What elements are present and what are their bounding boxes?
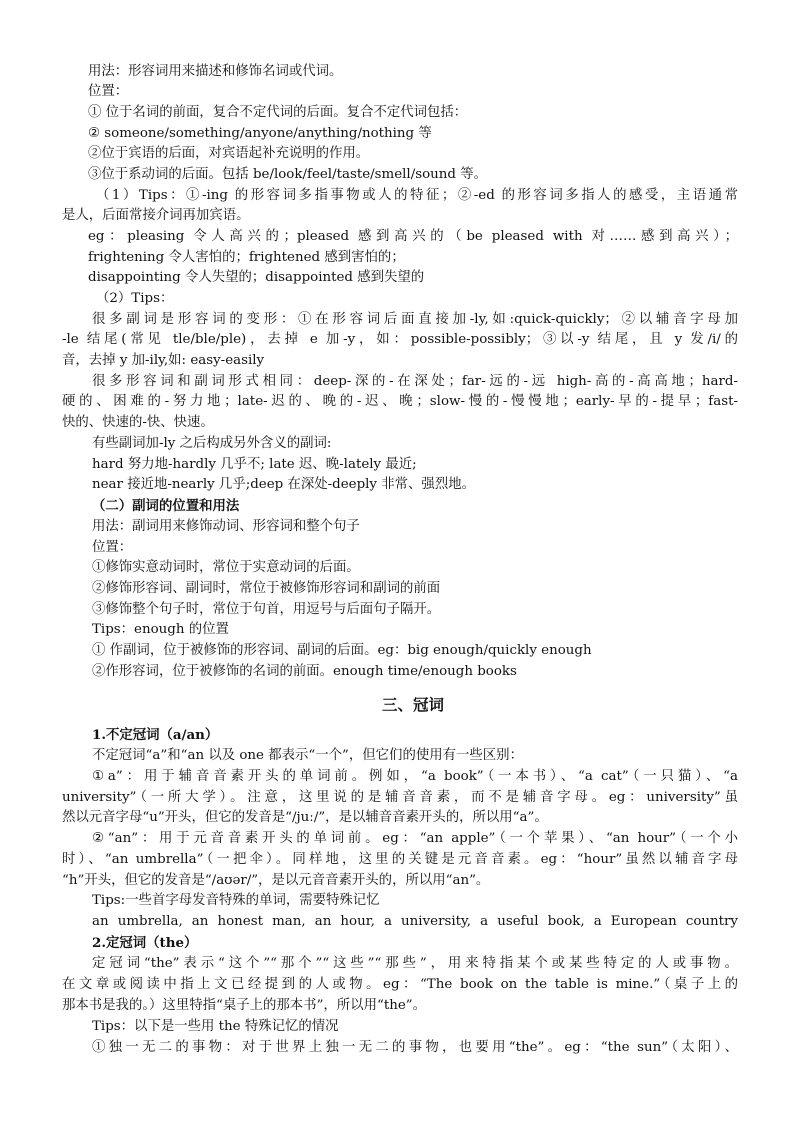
text-line: ① 作副词，位于被修饰的形容词、副词的后面。eg：big enough/quickly enough	[92, 643, 592, 658]
text-line: ①独一无二的事物：对于世界上独一无二的事物，也要用“the”。eg：“the sun”（太阳）、	[92, 1040, 738, 1055]
section-heading: 2.定冠词（the）	[92, 935, 198, 951]
text-line: 定冠词“the”表示“这个”“那个”“这些”“那些”，用来特指某个或某些特定的人或事物。	[92, 956, 738, 971]
section-heading: 1.不定冠词（a/an）	[92, 727, 219, 743]
text-line: Tips：enough 的位置	[92, 622, 229, 637]
section-heading: （二）副词的位置和用法	[92, 498, 240, 514]
text-line: 时）、“an umbrella”（一把伞）。同样地，这里的关键是元音音素。eg：“hour”虽然以辅音字母	[62, 852, 738, 867]
text-line: 快的、快速的-快、快速。	[62, 415, 214, 430]
text-line: 用法：形容词用来描述和修饰名词或代词。	[88, 64, 343, 79]
text-line: ②“an”：用于元音音素开头的单词前。eg：“an apple”（一个苹果）、“an hour”（一个小	[92, 831, 738, 846]
text-line: （2）Tips：	[96, 291, 174, 306]
text-line: 很多形容词和副词形式相同：deep-深的-在深处；far-远的-远 high-高的-高高地；hard-	[92, 374, 738, 389]
text-line: ①a”：用于辅音音素开头的单词前。例如，“a book”（一本书）、“a cat”（一只猫）、“a	[92, 769, 738, 784]
text-line: 硬的、困难的-努力地；late-迟的、晚的-迟、晚；slow-慢的-慢慢地；early-早的-提早；fast-	[62, 394, 738, 409]
text-line: 是人，后面常接介词再加宾语。	[62, 208, 250, 223]
text-line: frightening 令人害怕的；frightened 感到害怕的；	[88, 250, 405, 265]
text-line: 在文章或阅读中指上文已经提到的人或物。eg：“The book on the table is mine.”（桌子上的	[62, 977, 738, 992]
text-line: ③修饰整个句子时，常位于句首，用逗号与后面句子隔开。	[92, 602, 441, 617]
text-line: Tips:一些首字母发音特殊的单词，需要特殊记忆	[92, 893, 380, 908]
text-line: ①修饰实意动词时，常位于实意动词的后面。	[92, 560, 360, 575]
text-line: an umbrella, an honest man, an hour, a university, a useful book, a European country	[92, 914, 738, 929]
text-line: ②修饰形容词、副词时，常位于被修饰形容词和副词的前面	[92, 581, 441, 596]
text-line: Tips：以下是一些用 the 特殊记忆的情况	[92, 1019, 339, 1034]
text-line: 很多副词是形容词的变形：①在形容词后面直接加-ly,如:quick-quickly；②以辅音字母加	[92, 312, 738, 327]
chapter-title: 三、冠词	[381, 695, 444, 714]
text-line: 用法：副词用来修饰动词、形容词和整个句子	[92, 519, 360, 534]
text-line: ②作形容词，位于被修饰的名词的前面。enough time/enough books	[92, 664, 517, 679]
text-line: ① 位于名词的前面，复合不定代词的后面。复合不定代词包括：	[88, 105, 468, 120]
text-line: near 接近地-nearly 几乎;deep 在深处-deeply 非常、强烈地。	[92, 477, 475, 492]
text-line: 然以元音字母“u”开头，但它的发音是“/juː/”，是以辅音音素开头的，所以用“a”。	[62, 810, 548, 825]
text-line: ②位于宾语的后面，对宾语起补充说明的作用。	[88, 146, 370, 161]
text-line: 位置：	[88, 84, 129, 99]
text-line: ② someone/something/anyone/anything/nothing 等	[88, 126, 432, 141]
text-line: 那本书是我的。）这里特指“桌子上的那本书”，所以用“the”。	[62, 998, 426, 1013]
text-line: （1）Tips：①-ing 的形容词多指事物或人的特征；②-ed 的形容词多指人的感受，主语通常	[96, 188, 738, 203]
text-line: 位置：	[92, 540, 133, 555]
text-line: 音，去掉 y 加-ily,如: easy-easily	[62, 353, 265, 368]
text-line: “h”开头，但它的发音是“/aʊər/”，是以元音音素开头的，所以用“an”。	[62, 873, 490, 888]
text-line: 不定冠词“a”和“an 以及 one 都表示“一个”，但它们的使用有一些区别：	[92, 748, 523, 763]
text-line: -le 结尾(常见 tle/ble/ple)，去掉 e 加-y，如：possible-possibly；③以-y 结尾，且 y 发/i/的	[62, 332, 738, 347]
text-line: eg：pleasing 令人高兴的；pleased 感到高兴的（be pleased with 对……感到高兴）；	[88, 229, 738, 244]
text-line: university”（一所大学）。注意，这里说的是辅音音素，而不是辅音字母。eg：university”虽	[62, 790, 738, 805]
text-line: hard 努力地-hardly 几乎不; late 迟、晚-lately 最近;	[92, 457, 417, 472]
text-line: disappointing 令人失望的；disappointed 感到失望的	[88, 270, 425, 285]
text-line: ③位于系动词的后面。包括 be/look/feel/taste/smell/sound 等。	[88, 167, 487, 182]
text-line: 有些副词加-ly 之后构成另外含义的副词:	[92, 436, 332, 451]
